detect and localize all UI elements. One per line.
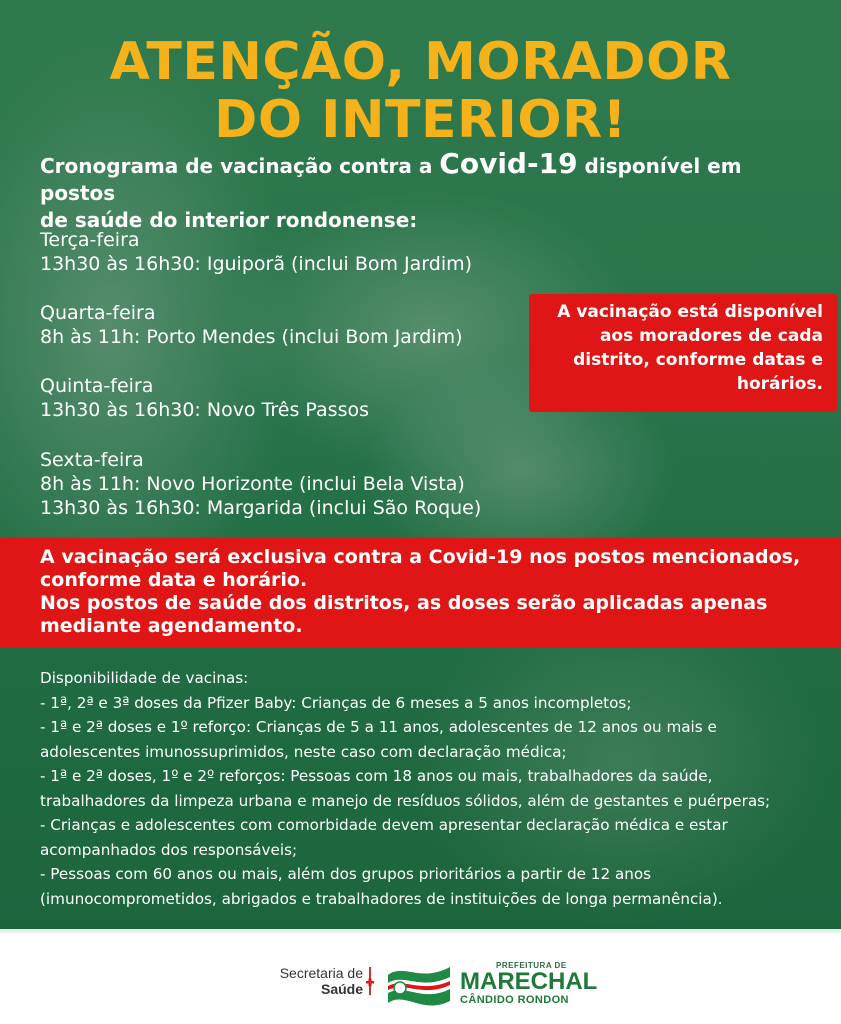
exclusive-notice-band: [0, 538, 841, 648]
schedule-day: Sexta-feira: [40, 449, 144, 471]
availability-line: - Crianças e adolescentes com comorbidade devem apresentar declaração médica e estar: [40, 816, 728, 834]
secretaria-line-2: Saúde: [320, 981, 363, 997]
secretaria-saude-logo: [258, 965, 363, 997]
intro-before: Cronograma de vacinação contra a: [40, 154, 440, 178]
city-flag-logo: [386, 961, 452, 1007]
schedule-day: Quarta-feira: [40, 302, 156, 324]
side-note-line: aos moradores de cada: [599, 326, 823, 346]
schedule-day: Quinta-feira: [40, 375, 154, 397]
schedule-tuesday: [40, 228, 472, 276]
side-note-line: horários.: [736, 374, 823, 394]
intro-after: disponível em postos: [40, 154, 742, 205]
schedule-line: 13h30 às 16h30: Margarida (inclui São Roque): [40, 497, 482, 519]
side-note-line: distrito, conforme datas e: [573, 350, 823, 370]
prefeitura-logo: [460, 961, 597, 1006]
headline-line-2: DO INTERIOR!: [214, 90, 627, 150]
notice-line: A vacinação será exclusiva contra a Covid-19 nos postos mencionados,: [40, 546, 801, 568]
schedule-line: 8h às 11h: Porto Mendes (inclui Bom Jardim): [40, 326, 463, 348]
schedule-line: 13h30 às 16h30: Iguiporã (inclui Bom Jardim): [40, 253, 473, 275]
availability-line: adolescentes imunossuprimidos, neste caso com declaração médica;: [40, 742, 567, 761]
intro-highlight: Covid-19: [439, 147, 578, 180]
availability-line: - Pessoas com 60 anos ou mais, além dos grupos prioritários a partir de 12 anos: [40, 865, 652, 883]
schedule-thursday: [40, 374, 369, 422]
notice-line: conforme data e horário.: [40, 569, 308, 591]
availability-line: trabalhadores da limpeza urbana e manejo de resíduos sólidos, além de gestantes e puérperas;: [40, 791, 771, 810]
availability-heading: Disponibilidade de vacinas:: [40, 669, 249, 687]
prefeitura-name: MARECHAL: [460, 968, 598, 995]
side-note-line: A vacinação está disponível: [557, 302, 823, 322]
headline-line-1: ATENÇÃO, MORADOR: [109, 32, 732, 92]
health-cross-icon: [364, 967, 376, 995]
side-note-box: [529, 294, 837, 412]
availability-line: - 1ª e 2ª doses e 1º reforço: Crianças de 5 a 11 anos, adolescentes de 12 anos ou mais e: [40, 718, 717, 736]
intro-line-2: de saúde do interior rondonense:: [40, 208, 418, 232]
intro-text: [40, 147, 820, 234]
schedule-day: Terça-feira: [40, 229, 140, 251]
schedule-friday: [40, 448, 481, 520]
availability-line: (imunocomprometidos, abrigados e trabalhadores de instituições de longa permanência).: [40, 889, 723, 908]
availability-line: acompanhados dos responsáveis;: [40, 840, 298, 859]
vaccine-availability: [40, 666, 830, 911]
availability-line: - 1ª e 2ª doses, 1º e 2º reforços: Pessoas com 18 anos ou mais, trabalhadores da saúde,: [40, 767, 713, 785]
availability-line: - 1ª, 2ª e 3ª doses da Pfizer Baby: Crianças de 6 meses a 5 anos incompletos;: [40, 693, 632, 712]
schedule-line: 8h às 11h: Novo Horizonte (inclui Bela Vista): [40, 473, 465, 495]
prefeitura-small: PREFEITURA DE: [496, 961, 567, 970]
notice-line: mediante agendamento.: [40, 615, 303, 637]
prefeitura-city: CÂNDIDO RONDON: [460, 994, 569, 1006]
schedule-wednesday: [40, 301, 463, 349]
footer-logos: [0, 929, 841, 1024]
notice-line: Nos postos de saúde dos distritos, as doses serão aplicadas apenas: [40, 592, 768, 614]
secretaria-line-1: Secretaria de: [279, 965, 363, 981]
schedule-line: 13h30 às 16h30: Novo Três Passos: [40, 399, 370, 421]
